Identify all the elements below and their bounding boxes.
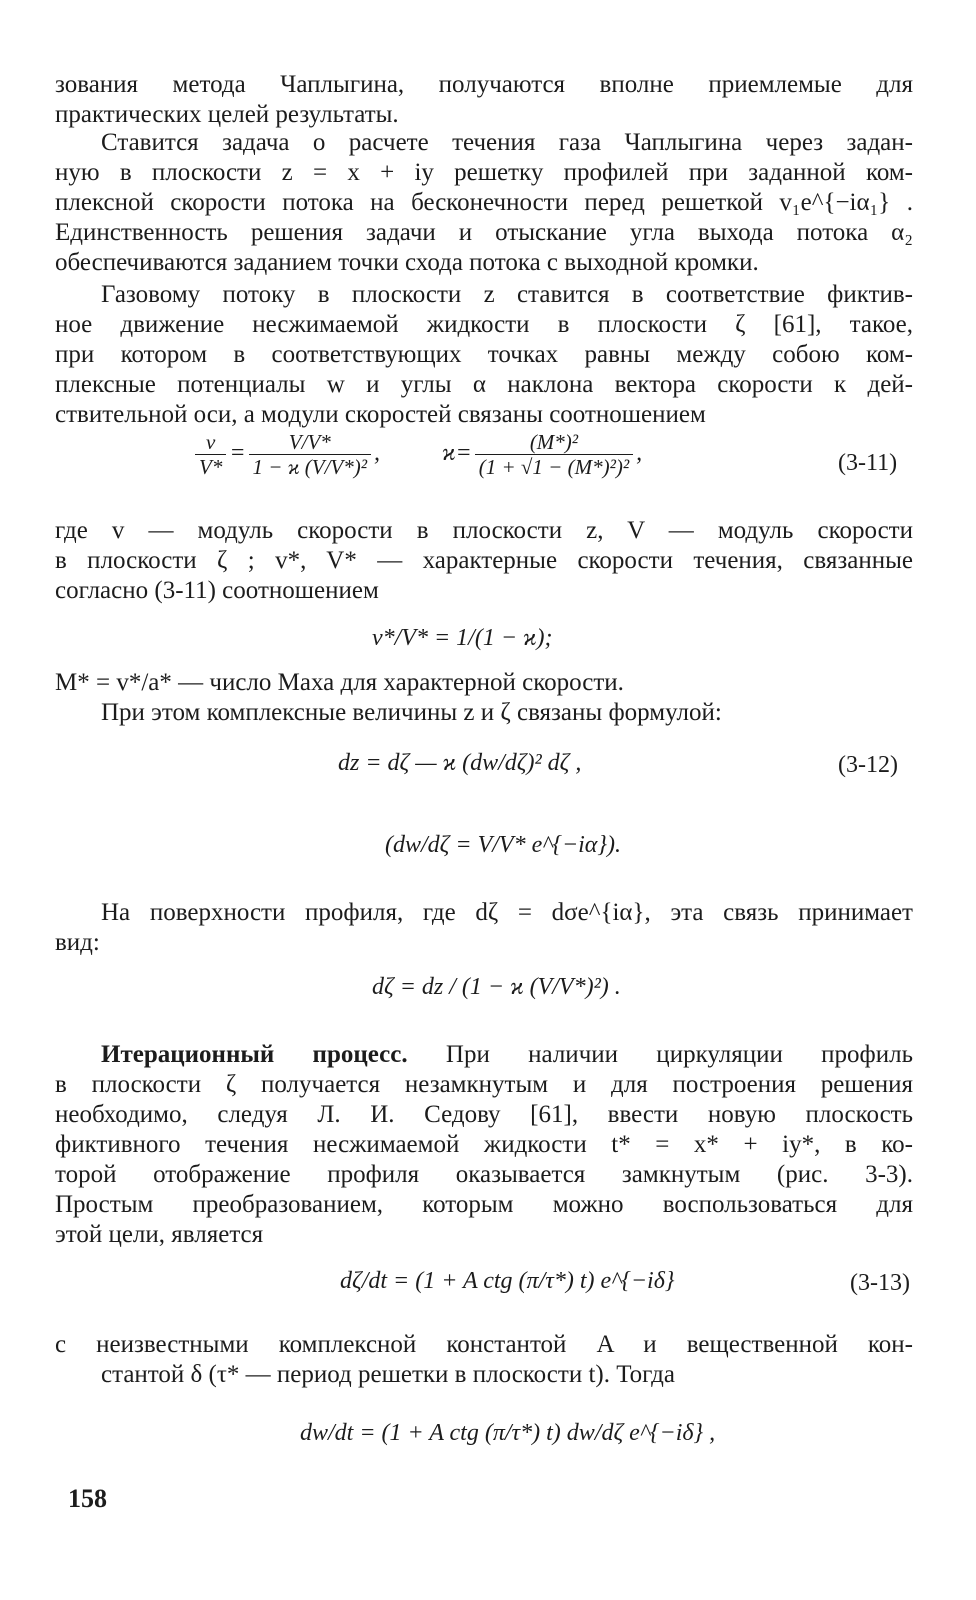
text-line: зования метода Чаплыгина, получаются вполне приемлемые для — [55, 71, 913, 98]
text-line: в плоскости ζ ; v*, V* — характерные скорости течения, связанные — [55, 547, 913, 574]
text-line: M* = v*/a* — число Маха для характерной скорости. — [55, 669, 624, 696]
paragraph-3 — [55, 280, 913, 430]
equation-ratio: v*/V* = 1/(1 − ϰ); — [372, 625, 553, 651]
text-line: при котором в соответствующих точках равны между собою ком- — [55, 341, 913, 368]
text-line: согласно (3-11) соотношением — [55, 577, 379, 604]
equation-3-13: dζ/dt = (1 + A ctg (π/τ*) t) e^{−iδ} — [340, 1268, 675, 1294]
paragraph-4 — [55, 516, 913, 606]
equation-final: dw/dt = (1 + A ctg (π/τ*) t) dw/dζ e^{−iδ} , — [300, 1420, 716, 1446]
text-line: плексной скорости потока на бесконечности перед решеткой v₁e^{−iα₁} . — [55, 189, 913, 216]
equation-3-12-line2: (dw/dζ = V/V* e^{−iα}). — [385, 832, 621, 858]
equation-number: (3-12) — [838, 752, 898, 778]
paragraph-5 — [55, 668, 913, 698]
equation-number: (3-11) — [838, 450, 898, 476]
paragraph-7 — [55, 898, 913, 958]
text-line: ную в плоскости z = x + iy решетку профилей при заданной ком- — [55, 159, 913, 186]
text-line: практических целей результаты. — [55, 101, 399, 128]
equation-number: (3-13) — [850, 1270, 910, 1296]
fraction: $\frac{v}{V*}$ — [195, 430, 226, 479]
text-line: Итерационный процесс. При наличии циркуляции профиль — [101, 1041, 913, 1068]
text-line: При этом комплексные величины z и ζ связаны формулой: — [101, 699, 722, 726]
text-line: фиктивного течения несжимаемой жидкости t* = x* + iy*, в ко- — [55, 1131, 913, 1158]
text-line: в плоскости ζ получается незамкнутым и для построения решения — [55, 1071, 913, 1098]
text-line: этой цели, является — [55, 1221, 264, 1248]
text-line: с неизвестными комплексной константой A и вещественной кон- — [55, 1331, 913, 1358]
text-line: необходимо, следуя Л. И. Седову [61], ввести новую плоскость — [55, 1101, 913, 1128]
text-line: вид: — [55, 929, 100, 956]
text-line: торой отображение профиля оказывается замкнутым (рис. 3-3). — [55, 1161, 913, 1188]
equation-surface: dζ = dz / (1 − ϰ (V/V*)²) . — [372, 974, 621, 1000]
fraction: $\frac{\text{(M*)²}}{\text{(1 + √1 − (M*)²)²}}$ — [475, 430, 633, 479]
text-line: Газовому потоку в плоскости z ставится в соответствие фиктив- — [101, 281, 913, 308]
text-line: Ставится задача о расчете течения газа Чаплыгина через задан- — [101, 129, 913, 156]
page-number: 158 — [68, 1484, 107, 1513]
equation-3-11: $\frac{v}{V*}$ = $\frac{V/V*}{\text{1 − ϰ (V/V*)²}}$ , ϰ= $\frac{\text{(M*)²}}{\text{(1 + √1 − (M*)²)²}}$ , — [192, 430, 642, 479]
paragraph-9 — [55, 1330, 913, 1390]
text-line: ствительной оси, а модули скоростей связаны соотношением — [55, 401, 706, 428]
fraction: $\frac{V/V*}{\text{1 − ϰ (V/V*)²}}$ — [249, 430, 372, 479]
text-line: ное движение несжимаемой жидкости в плоскости ζ [61], такое, — [55, 311, 913, 338]
text-line: плексные потенциалы w и углы α наклона вектора скорости к дей- — [55, 371, 913, 398]
paragraph-2 — [55, 128, 913, 278]
paragraph-8 — [55, 1040, 913, 1250]
text-line: обеспечиваются заданием точки схода потока с выходной кромки. — [55, 249, 759, 276]
paragraph-1 — [55, 70, 913, 130]
text-line: Простым преобразованием, которым можно воспользоваться для — [55, 1191, 913, 1218]
text-line: На поверхности профиля, где dζ = dσe^{iα}, эта связь принимает — [101, 899, 913, 926]
text-line: Единственность решения задачи и отыскание угла выхода потока α₂ — [55, 219, 913, 246]
text-line: где v — модуль скорости в плоскости z, V — модуль скорости — [55, 517, 913, 544]
equation-3-12-line1: dz = dζ — ϰ (dw/dζ)² dζ , — [338, 750, 582, 776]
paragraph-6 — [55, 698, 913, 728]
text-line: стантой δ (τ* — период решетки в плоскости t). Тогда — [101, 1361, 675, 1388]
section-heading: Итерационный процесс. — [101, 1041, 408, 1068]
